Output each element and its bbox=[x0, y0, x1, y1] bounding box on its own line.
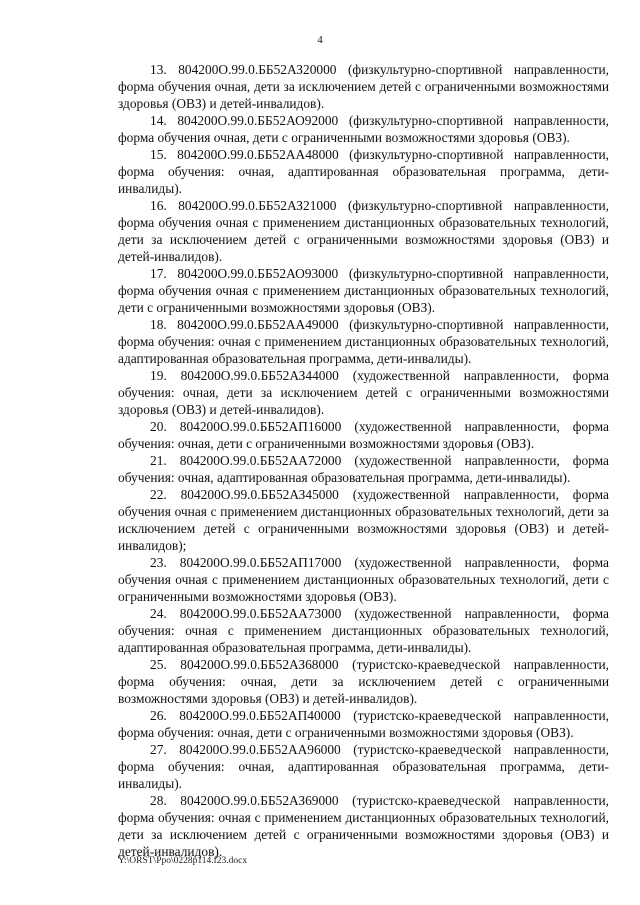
list-item: 18. 804200О.99.0.ББ52АА49000 (физкультурно-спортивной направленности, форма обучения: очная с применением дистанционных образовательных технологий, адаптированная образовательная программа, дети-инвалиды). bbox=[118, 317, 609, 366]
list-item: 19. 804200О.99.0.ББ52АЗ44000 (художественной направленности, форма обучения: очная, дети за исключением детей с ограниченными возможностями здоровья (ОВЗ) и детей-инвалидов). bbox=[118, 368, 609, 417]
footer-file-path: Y:\ORST\Ppo\0228p114.f23.docx bbox=[118, 856, 248, 866]
list-item: 20. 804200О.99.0.ББ52АП16000 (художественной направленности, форма обучения: очная, дети с ограниченными возможностями здоровья (ОВЗ). bbox=[118, 419, 609, 451]
list-item: 25. 804200О.99.0.ББ52АЗ68000 (туристско-краеведческой направленности, форма обучения: очная, дети за исключением детей с ограниченными возможностями здоровья (ОВЗ) и детей-инвалидов). bbox=[118, 657, 609, 706]
list-item: 22. 804200О.99.0.ББ52АЗ45000 (художественной направленности, форма обучения очная с применением дистанционных образовательных технологий, дети за исключением детей с ограниченными возможностями здоровья (ОВЗ) и детей-инвалидов); bbox=[118, 487, 609, 553]
list-item: 28. 804200О.99.0.ББ52АЗ69000 (туристско-краеведческой направленности, форма обучения: очная с применением дистанционных образовательных технологий, дети за исключением детей с ограниченными возможностями здоровья (ОВЗ) и детей-инвалидов). bbox=[118, 793, 609, 859]
list-item: 27. 804200О.99.0.ББ52АА96000 (туристско-краеведческой направленности, форма обучения: очная, адаптированная образовательная программа, дети-инвалиды). bbox=[118, 742, 609, 791]
list-item: 26. 804200О.99.0.ББ52АП40000 (туристско-краеведческой направленности, форма обучения: очная, дети с ограниченными возможностями здоровья (ОВЗ). bbox=[118, 708, 609, 740]
list-item: 15. 804200О.99.0.ББ52АА48000 (физкультурно-спортивной направленности, форма обучения: очная, адаптированная образовательная программа, дети-инвалиды). bbox=[118, 147, 609, 196]
list-item: 16. 804200О.99.0.ББ52АЗ21000 (физкультурно-спортивной направленности, форма обучения очная с применением дистанционных образовательных технологий, дети за исключением детей с ограниченными возможностями здоровья (ОВЗ) и детей-инвалидов). bbox=[118, 198, 609, 264]
page-number: 4 bbox=[317, 34, 323, 46]
list-item: 17. 804200О.99.0.ББ52АО93000 (физкультурно-спортивной направленности, форма обучения очная с применением дистанционных образовательных технологий, дети с ограниченными возможностями здоровья (ОВЗ). bbox=[118, 266, 609, 315]
list-item: 21. 804200О.99.0.ББ52АА72000 (художественной направленности, форма обучения: очная, адаптированная образовательная программа, дети-инвалиды). bbox=[118, 453, 609, 485]
document-body bbox=[118, 61, 609, 860]
list-item: 24. 804200О.99.0.ББ52АА73000 (художественной направленности, форма обучения: очная с применением дистанционных образовательных технологий, адаптированная образовательная программа, дети-инвалиды). bbox=[118, 606, 609, 655]
list-item: 14. 804200О.99.0.ББ52АО92000 (физкультурно-спортивной направленности, форма обучения очная, дети с ограниченными возможностями здоровья (ОВЗ). bbox=[118, 113, 609, 145]
list-item: 23. 804200О.99.0.ББ52АП17000 (художественной направленности, форма обучения очная с применением дистанционных образовательных технологий, дети с ограниченными возможностями здоровья (ОВЗ). bbox=[118, 555, 609, 604]
list-item: 13. 804200О.99.0.ББ52АЗ20000 (физкультурно-спортивной направленности, форма обучения очная, дети за исключением детей с ограниченными возможностями здоровья (ОВЗ) и детей-инвалидов). bbox=[118, 62, 609, 111]
